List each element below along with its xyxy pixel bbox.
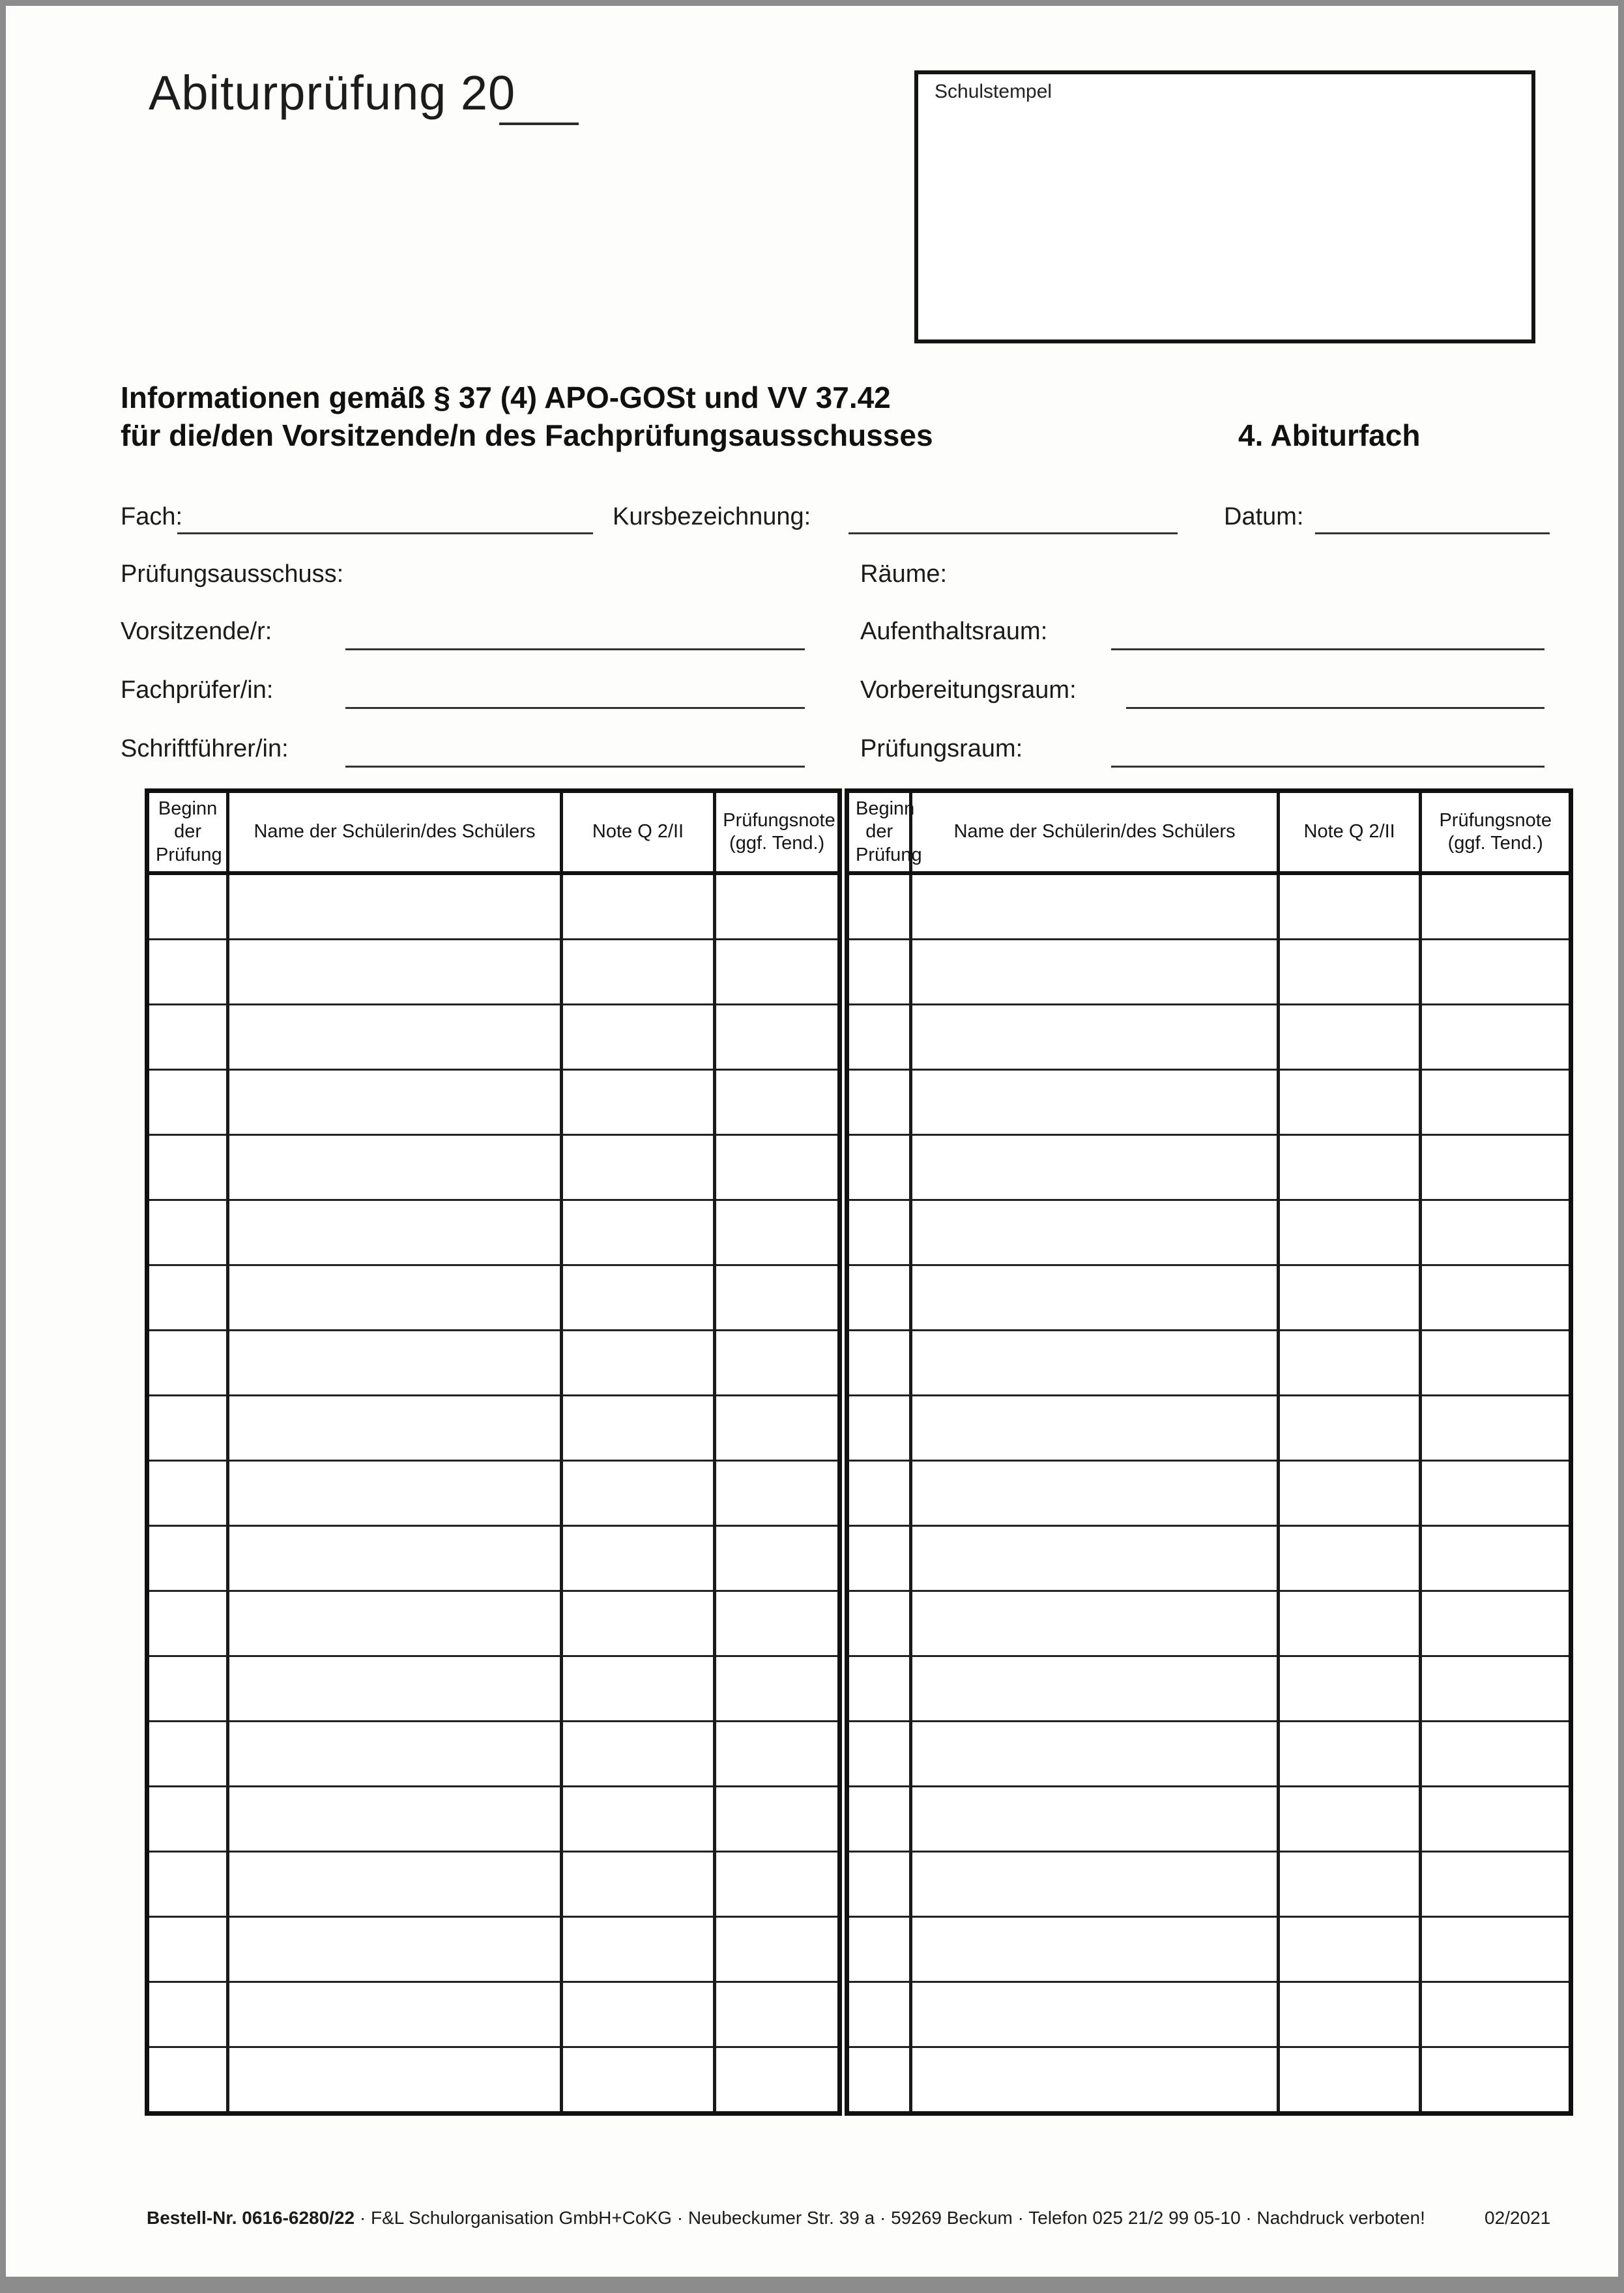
empty-cell xyxy=(147,1135,228,1200)
empty-cell xyxy=(1278,1135,1421,1200)
empty-cell xyxy=(911,1787,1278,1852)
table-row xyxy=(147,1787,840,1852)
empty-cell xyxy=(561,1917,714,1982)
scan-edge-right xyxy=(1618,0,1624,2293)
table-row xyxy=(847,1591,1571,1656)
table-header-row xyxy=(847,791,1571,874)
scan-edge-bottom xyxy=(0,2277,1624,2293)
footer-order-number: Bestell-Nr. 0616-6280/22 xyxy=(147,2208,355,2228)
empty-cell xyxy=(911,1656,1278,1722)
scan-edge-top xyxy=(0,0,1624,6)
column-header-2: Name der Schülerin/des Schülers xyxy=(228,791,562,874)
empty-cell xyxy=(1278,1461,1421,1526)
empty-cell xyxy=(847,1200,911,1265)
column-header-3: Note Q 2/II xyxy=(1278,791,1421,874)
empty-cell xyxy=(1278,1265,1421,1331)
empty-cell xyxy=(147,873,228,940)
empty-cell xyxy=(1278,2047,1421,2114)
empty-cell xyxy=(228,873,562,940)
table-row xyxy=(847,1852,1571,1917)
empty-cell xyxy=(911,1135,1278,1200)
table-row xyxy=(147,1135,840,1200)
empty-cell xyxy=(911,2047,1278,2114)
pruefungsraum-label: Prüfungsraum: xyxy=(860,735,1023,762)
exam-table-left xyxy=(145,788,842,2116)
empty-cell xyxy=(147,1461,228,1526)
empty-cell xyxy=(561,1787,714,1852)
empty-cell xyxy=(715,873,840,940)
empty-cell xyxy=(1421,2047,1571,2114)
empty-cell xyxy=(847,1917,911,1982)
empty-cell xyxy=(147,1722,228,1787)
empty-cell xyxy=(147,940,228,1005)
fachpruefer-blank-line xyxy=(345,707,805,709)
table-row xyxy=(847,1787,1571,1852)
empty-cell xyxy=(847,1852,911,1917)
raeume-label: Räume: xyxy=(860,560,948,588)
table-row xyxy=(847,1982,1571,2047)
footer-publisher: F&L Schulorganisation GmbH+CoKG · Neubeckumer Str. 39 a · 59269 Beckum · Telefon 025 21/2 99 05-10 · Nachdruck verboten! xyxy=(371,2208,1425,2228)
empty-cell xyxy=(1278,1200,1421,1265)
table-row xyxy=(147,1917,840,1982)
empty-cell xyxy=(561,1526,714,1591)
school-stamp-box xyxy=(914,70,1535,343)
table-row xyxy=(147,1200,840,1265)
empty-cell xyxy=(561,1396,714,1461)
empty-cell xyxy=(715,1005,840,1070)
empty-cell xyxy=(147,1070,228,1135)
table-row xyxy=(147,1526,840,1591)
table-row xyxy=(847,1396,1571,1461)
empty-cell xyxy=(228,1656,562,1722)
empty-cell xyxy=(561,1331,714,1396)
aufenthaltsraum-label: Aufenthaltsraum: xyxy=(860,618,1048,645)
empty-cell xyxy=(147,1200,228,1265)
empty-cell xyxy=(911,1722,1278,1787)
table-row xyxy=(147,873,840,940)
empty-cell xyxy=(911,1917,1278,1982)
exam-table-right xyxy=(845,788,1573,2116)
empty-cell xyxy=(715,1200,840,1265)
empty-cell xyxy=(228,1135,562,1200)
empty-cell xyxy=(715,1787,840,1852)
column-header-1: Beginn der Prüfung xyxy=(847,791,911,874)
empty-cell xyxy=(1421,1787,1571,1852)
empty-cell xyxy=(1421,1722,1571,1787)
table-row xyxy=(847,1917,1571,1982)
column-header-1: Beginn der Prüfung xyxy=(147,791,228,874)
column-header-3: Note Q 2/II xyxy=(561,791,714,874)
empty-cell xyxy=(228,1070,562,1135)
datum-blank-line xyxy=(1315,532,1550,534)
empty-cell xyxy=(847,1656,911,1722)
empty-cell xyxy=(715,1331,840,1396)
column-header-4: Prüfungsnote (ggf. Tend.) xyxy=(1421,791,1571,874)
empty-cell xyxy=(911,1200,1278,1265)
empty-cell xyxy=(561,1070,714,1135)
table-row xyxy=(147,1982,840,2047)
empty-cell xyxy=(715,1982,840,2047)
datum-label: Datum: xyxy=(1224,503,1304,530)
empty-cell xyxy=(561,1656,714,1722)
info-heading-line1: Informationen gemäß § 37 (4) APO-GOSt und VV 37.42 xyxy=(121,381,891,414)
empty-cell xyxy=(847,1070,911,1135)
footer-separator: · xyxy=(359,2208,366,2228)
empty-cell xyxy=(715,1917,840,1982)
empty-cell xyxy=(715,1461,840,1526)
empty-cell xyxy=(147,1265,228,1331)
empty-cell xyxy=(911,1591,1278,1656)
table-row xyxy=(847,1265,1571,1331)
empty-cell xyxy=(228,1200,562,1265)
empty-cell xyxy=(147,1982,228,2047)
empty-cell xyxy=(1278,1396,1421,1461)
empty-cell xyxy=(847,1265,911,1331)
table-row xyxy=(147,1005,840,1070)
empty-cell xyxy=(715,1265,840,1331)
empty-cell xyxy=(561,1265,714,1331)
empty-cell xyxy=(1278,1917,1421,1982)
fach-label: Fach: xyxy=(121,503,183,530)
empty-cell xyxy=(1278,1005,1421,1070)
empty-cell xyxy=(228,1005,562,1070)
table-row xyxy=(147,1852,840,1917)
pruefungsraum-blank-line xyxy=(1111,766,1544,768)
empty-cell xyxy=(147,1917,228,1982)
empty-cell xyxy=(911,1982,1278,2047)
empty-cell xyxy=(561,1461,714,1526)
empty-cell xyxy=(561,940,714,1005)
empty-cell xyxy=(147,2047,228,2114)
empty-cell xyxy=(1421,1200,1571,1265)
empty-cell xyxy=(228,1591,562,1656)
empty-cell xyxy=(147,1526,228,1591)
table-row xyxy=(847,1526,1571,1591)
empty-cell xyxy=(1421,873,1571,940)
empty-cell xyxy=(911,1005,1278,1070)
empty-cell xyxy=(847,1005,911,1070)
empty-cell xyxy=(1421,1070,1571,1135)
empty-cell xyxy=(1421,1135,1571,1200)
empty-cell xyxy=(715,1526,840,1591)
empty-cell xyxy=(847,1722,911,1787)
empty-cell xyxy=(911,1331,1278,1396)
table-row xyxy=(147,1461,840,1526)
page-title: Abiturprüfung 20 xyxy=(149,66,516,120)
empty-cell xyxy=(1278,1331,1421,1396)
table-row xyxy=(847,1722,1571,1787)
empty-cell xyxy=(147,1005,228,1070)
empty-cell xyxy=(561,2047,714,2114)
empty-cell xyxy=(1421,940,1571,1005)
empty-cell xyxy=(911,940,1278,1005)
empty-cell xyxy=(911,1461,1278,1526)
schriftfuehrer-label: Schriftführer/in: xyxy=(121,735,289,762)
empty-cell xyxy=(228,1461,562,1526)
table-row xyxy=(847,1461,1571,1526)
empty-cell xyxy=(715,1591,840,1656)
kursbezeichnung-label: Kursbezeichnung: xyxy=(613,503,811,530)
empty-cell xyxy=(847,940,911,1005)
empty-cell xyxy=(147,1331,228,1396)
empty-cell xyxy=(1278,940,1421,1005)
empty-cell xyxy=(1278,1526,1421,1591)
table-row xyxy=(147,1070,840,1135)
empty-cell xyxy=(147,1787,228,1852)
empty-cell xyxy=(561,1135,714,1200)
schriftfuehrer-blank-line xyxy=(345,766,805,768)
empty-cell xyxy=(228,1787,562,1852)
vorsitzende-blank-line xyxy=(345,648,805,650)
empty-cell xyxy=(1421,1917,1571,1982)
footer-version: 02/2021 xyxy=(1485,2208,1551,2228)
school-stamp-label: Schulstempel xyxy=(935,81,1052,102)
table-row xyxy=(147,1591,840,1656)
empty-cell xyxy=(715,1070,840,1135)
empty-cell xyxy=(847,1787,911,1852)
empty-cell xyxy=(1278,1656,1421,1722)
kursbezeichnung-blank-line xyxy=(848,532,1178,534)
empty-cell xyxy=(561,1722,714,1787)
empty-cell xyxy=(1421,1331,1571,1396)
empty-cell xyxy=(228,1526,562,1591)
empty-cell xyxy=(847,1591,911,1656)
empty-cell xyxy=(715,1852,840,1917)
column-header-4: Prüfungsnote (ggf. Tend.) xyxy=(715,791,840,874)
vorbereitungsraum-label: Vorbereitungsraum: xyxy=(860,676,1077,704)
empty-cell xyxy=(1421,1461,1571,1526)
fach-blank-line xyxy=(177,532,593,534)
table-row xyxy=(847,873,1571,940)
empty-cell xyxy=(1278,1982,1421,2047)
empty-cell xyxy=(911,1852,1278,1917)
table-row xyxy=(147,1265,840,1331)
vorsitzende-label: Vorsitzende/r: xyxy=(121,618,272,645)
title-year-blank-line xyxy=(499,123,579,125)
table-row xyxy=(147,1396,840,1461)
empty-cell xyxy=(1278,873,1421,940)
table-row xyxy=(847,1200,1571,1265)
empty-cell xyxy=(1421,1852,1571,1917)
empty-cell xyxy=(228,1982,562,2047)
empty-cell xyxy=(228,2047,562,2114)
subject-heading: 4. Abiturfach xyxy=(1238,418,1421,452)
empty-cell xyxy=(147,1656,228,1722)
info-heading-line2: für die/den Vorsitzende/n des Fachprüfungsausschusses xyxy=(121,418,933,452)
empty-cell xyxy=(228,1852,562,1917)
empty-cell xyxy=(561,1200,714,1265)
empty-cell xyxy=(228,1722,562,1787)
empty-cell xyxy=(1421,1265,1571,1331)
empty-cell xyxy=(847,1461,911,1526)
empty-cell xyxy=(228,940,562,1005)
empty-cell xyxy=(715,940,840,1005)
empty-cell xyxy=(1278,1722,1421,1787)
empty-cell xyxy=(1278,1591,1421,1656)
empty-cell xyxy=(147,1396,228,1461)
empty-cell xyxy=(561,1852,714,1917)
empty-cell xyxy=(561,1591,714,1656)
empty-cell xyxy=(1278,1787,1421,1852)
empty-cell xyxy=(911,1265,1278,1331)
table-header-row xyxy=(147,791,840,874)
empty-cell xyxy=(1421,1656,1571,1722)
empty-cell xyxy=(1278,1070,1421,1135)
empty-cell xyxy=(847,1526,911,1591)
empty-cell xyxy=(1421,1591,1571,1656)
table-row xyxy=(847,1656,1571,1722)
empty-cell xyxy=(715,1722,840,1787)
empty-cell xyxy=(847,1331,911,1396)
empty-cell xyxy=(1421,1982,1571,2047)
empty-cell xyxy=(847,2047,911,2114)
vorbereitungsraum-blank-line xyxy=(1126,707,1544,709)
table-row xyxy=(147,1331,840,1396)
empty-cell xyxy=(228,1917,562,1982)
empty-cell xyxy=(561,1982,714,2047)
empty-cell xyxy=(228,1265,562,1331)
empty-cell xyxy=(847,1982,911,2047)
empty-cell xyxy=(1278,1852,1421,1917)
empty-cell xyxy=(228,1331,562,1396)
aufenthaltsraum-blank-line xyxy=(1111,648,1544,650)
empty-cell xyxy=(911,1526,1278,1591)
table-row xyxy=(147,2047,840,2114)
table-row xyxy=(847,2047,1571,2114)
empty-cell xyxy=(847,1396,911,1461)
empty-cell xyxy=(147,1852,228,1917)
empty-cell xyxy=(1421,1396,1571,1461)
empty-cell xyxy=(715,2047,840,2114)
empty-cell xyxy=(715,1656,840,1722)
empty-cell xyxy=(911,873,1278,940)
table-row xyxy=(147,940,840,1005)
fachpruefer-label: Fachprüfer/in: xyxy=(121,676,274,704)
table-row xyxy=(147,1656,840,1722)
empty-cell xyxy=(911,1070,1278,1135)
empty-cell xyxy=(715,1135,840,1200)
empty-cell xyxy=(847,873,911,940)
empty-cell xyxy=(228,1396,562,1461)
footer-imprint xyxy=(147,2208,1425,2228)
empty-cell xyxy=(1421,1526,1571,1591)
empty-cell xyxy=(911,1396,1278,1461)
empty-cell xyxy=(561,873,714,940)
empty-cell xyxy=(561,1005,714,1070)
table-row xyxy=(147,1722,840,1787)
empty-cell xyxy=(847,1135,911,1200)
pruefungsausschuss-label: Prüfungsausschuss: xyxy=(121,560,344,588)
empty-cell xyxy=(147,1591,228,1656)
table-row xyxy=(847,1005,1571,1070)
table-row xyxy=(847,1070,1571,1135)
column-header-2: Name der Schülerin/des Schülers xyxy=(911,791,1278,874)
scan-edge-left xyxy=(0,0,6,2293)
empty-cell xyxy=(715,1396,840,1461)
table-row xyxy=(847,1331,1571,1396)
table-row xyxy=(847,940,1571,1005)
empty-cell xyxy=(1421,1005,1571,1070)
table-row xyxy=(847,1135,1571,1200)
